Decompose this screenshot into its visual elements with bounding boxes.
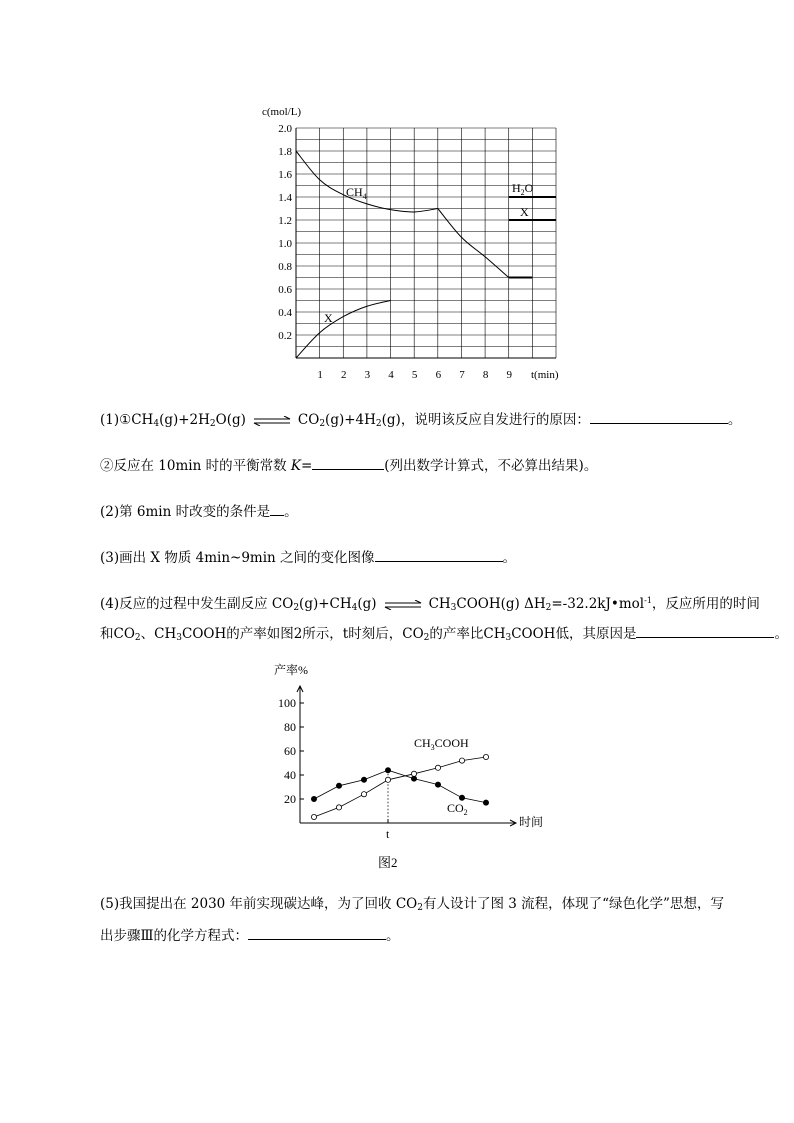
chart2-y-tick-label: 60 bbox=[284, 744, 296, 758]
chart2-co2-point bbox=[385, 768, 390, 773]
answer-blank-4[interactable] bbox=[636, 624, 774, 638]
chart1-y-tick-label: 0.2 bbox=[278, 330, 292, 342]
chart2-ch3cooh-point bbox=[411, 771, 416, 776]
chart1-label-x-left: X bbox=[324, 311, 333, 325]
chart2-y-tick-label: 80 bbox=[284, 720, 296, 734]
equilibrium-arrow-icon bbox=[252, 416, 292, 426]
question-3: (3)画出 X 物质 4min~9min 之间的变化图像 。 bbox=[100, 550, 517, 566]
chart1-y-tick-label: 1.0 bbox=[278, 238, 292, 250]
chart2-co2-point bbox=[483, 800, 488, 805]
chart1-y-ticks bbox=[278, 123, 292, 342]
chart2-co2-point bbox=[435, 782, 440, 787]
question-5-line1: (5)我国提出在 2030 年前实现碳达峰，为了回收 $CO_2$有人设计了图 3 流程，体现了“绿色化学”思想，写 bbox=[100, 896, 724, 913]
chart2-co2-point bbox=[361, 777, 366, 782]
answer-blank-3[interactable] bbox=[375, 548, 503, 562]
chart2-y-tick-label: 100 bbox=[278, 696, 296, 710]
chart1-y-tick-label: 1.4 bbox=[278, 192, 292, 204]
answer-blank-5[interactable] bbox=[248, 926, 386, 940]
chart2-co2-point bbox=[459, 795, 464, 800]
chart1-y-tick-label: 0.4 bbox=[278, 307, 292, 319]
chart2-y-tick-label: 40 bbox=[284, 768, 296, 782]
yield-chart bbox=[266, 658, 566, 878]
chart1-x-tick-label: 4 bbox=[388, 369, 394, 381]
chart1-y-tick-label: 2.0 bbox=[278, 123, 292, 135]
chart2-xtick-t: t bbox=[386, 827, 390, 841]
question-4-line2: 和$CO_2$、$CH_3COOH$的产率如图2所示，t时刻后，$CO_2$的产率比$CH_3COOH$低，其原因是 。 bbox=[100, 626, 788, 643]
answer-blank-1a[interactable] bbox=[590, 410, 728, 424]
question-1a: $(1)①CH_4(g)+2H_2O(g)$ $CO_2(g)+4H_2(g)$，说明该反应自发进行的原因： 。 bbox=[100, 412, 742, 429]
chart2-ch3cooh-point bbox=[435, 765, 440, 770]
chart2-ch3cooh-point bbox=[483, 754, 488, 759]
chart2-ch3cooh-point bbox=[385, 777, 390, 782]
question-5-line2: 出步骤Ⅲ的化学方程式： 。 bbox=[100, 928, 400, 944]
chart1-x-tick-label: 3 bbox=[364, 369, 371, 381]
chart2-ch3cooh-point bbox=[336, 805, 341, 810]
chart1-y-tick-label: 1.8 bbox=[278, 146, 292, 158]
chart1-label-ch4: $CH_4$ bbox=[346, 185, 367, 201]
chart2-ylabel: 产率% bbox=[274, 663, 308, 677]
chart1-x-tick-label: 8 bbox=[482, 369, 489, 381]
answer-blank-2[interactable] bbox=[270, 502, 284, 516]
chart1-label-x-right: X bbox=[520, 205, 529, 219]
equilibrium-arrow-icon bbox=[383, 600, 423, 610]
chart1-x-tick-label: 2 bbox=[341, 369, 347, 381]
chart1-grid bbox=[296, 128, 556, 358]
chart2-ch3cooh-point bbox=[361, 792, 366, 797]
chart1-x-tick-label: 6 bbox=[435, 369, 442, 381]
chart2-axes bbox=[297, 686, 516, 826]
chart2-ch3cooh-point bbox=[311, 814, 316, 819]
chart2-caption: 图2 bbox=[378, 855, 398, 870]
chart2-co2-point bbox=[311, 796, 316, 801]
question-4-line1: (4)反应的过程中发生副反应 $CO_2(g)+CH_4(g)$ $CH_3COOH(g)$ $\Delta H_2=-32.2kJ•mol^{-1}$，反应所用的时间 bbox=[100, 596, 760, 613]
chart1-y-tick-label: 1.2 bbox=[278, 215, 292, 227]
chart1-x-tick-label: 1 bbox=[317, 369, 323, 381]
chart2-ch3cooh-point bbox=[459, 758, 464, 763]
question-1b: ②反应在 10min 时的平衡常数 K= (列出数学计算式，不必算出结果)。 bbox=[100, 458, 598, 474]
chart1-ylabel: c(mol/L) bbox=[262, 106, 302, 118]
answer-blank-1b[interactable] bbox=[312, 456, 384, 470]
chart2-co2-point bbox=[336, 783, 341, 788]
chart2-y-tick-label: 20 bbox=[284, 792, 296, 806]
chart2-xlabel: 时间 bbox=[519, 815, 544, 829]
chart2-label-co2: $CO_2$ bbox=[447, 801, 468, 817]
chart1-x-tick-label: 5 bbox=[411, 369, 418, 381]
question-2: (2)第 6min 时改变的条件是 。 bbox=[100, 504, 298, 520]
chart1-y-tick-label: 0.6 bbox=[278, 284, 292, 296]
chart1-y-tick-label: 0.8 bbox=[278, 261, 292, 273]
concentration-chart bbox=[250, 98, 570, 388]
chart1-x-tick-label: 7 bbox=[459, 369, 465, 381]
chart2-label-ch3cooh: $CH_3COOH$ bbox=[414, 736, 469, 752]
chart1-label-h2o: $H_2O$ bbox=[512, 181, 534, 197]
chart1-x-ticks bbox=[317, 369, 512, 381]
chart1-y-tick-label: 1.6 bbox=[278, 169, 292, 181]
chart1-x-tick-label: 9 bbox=[506, 369, 512, 381]
chart1-xlabel: t(min) bbox=[531, 369, 559, 381]
